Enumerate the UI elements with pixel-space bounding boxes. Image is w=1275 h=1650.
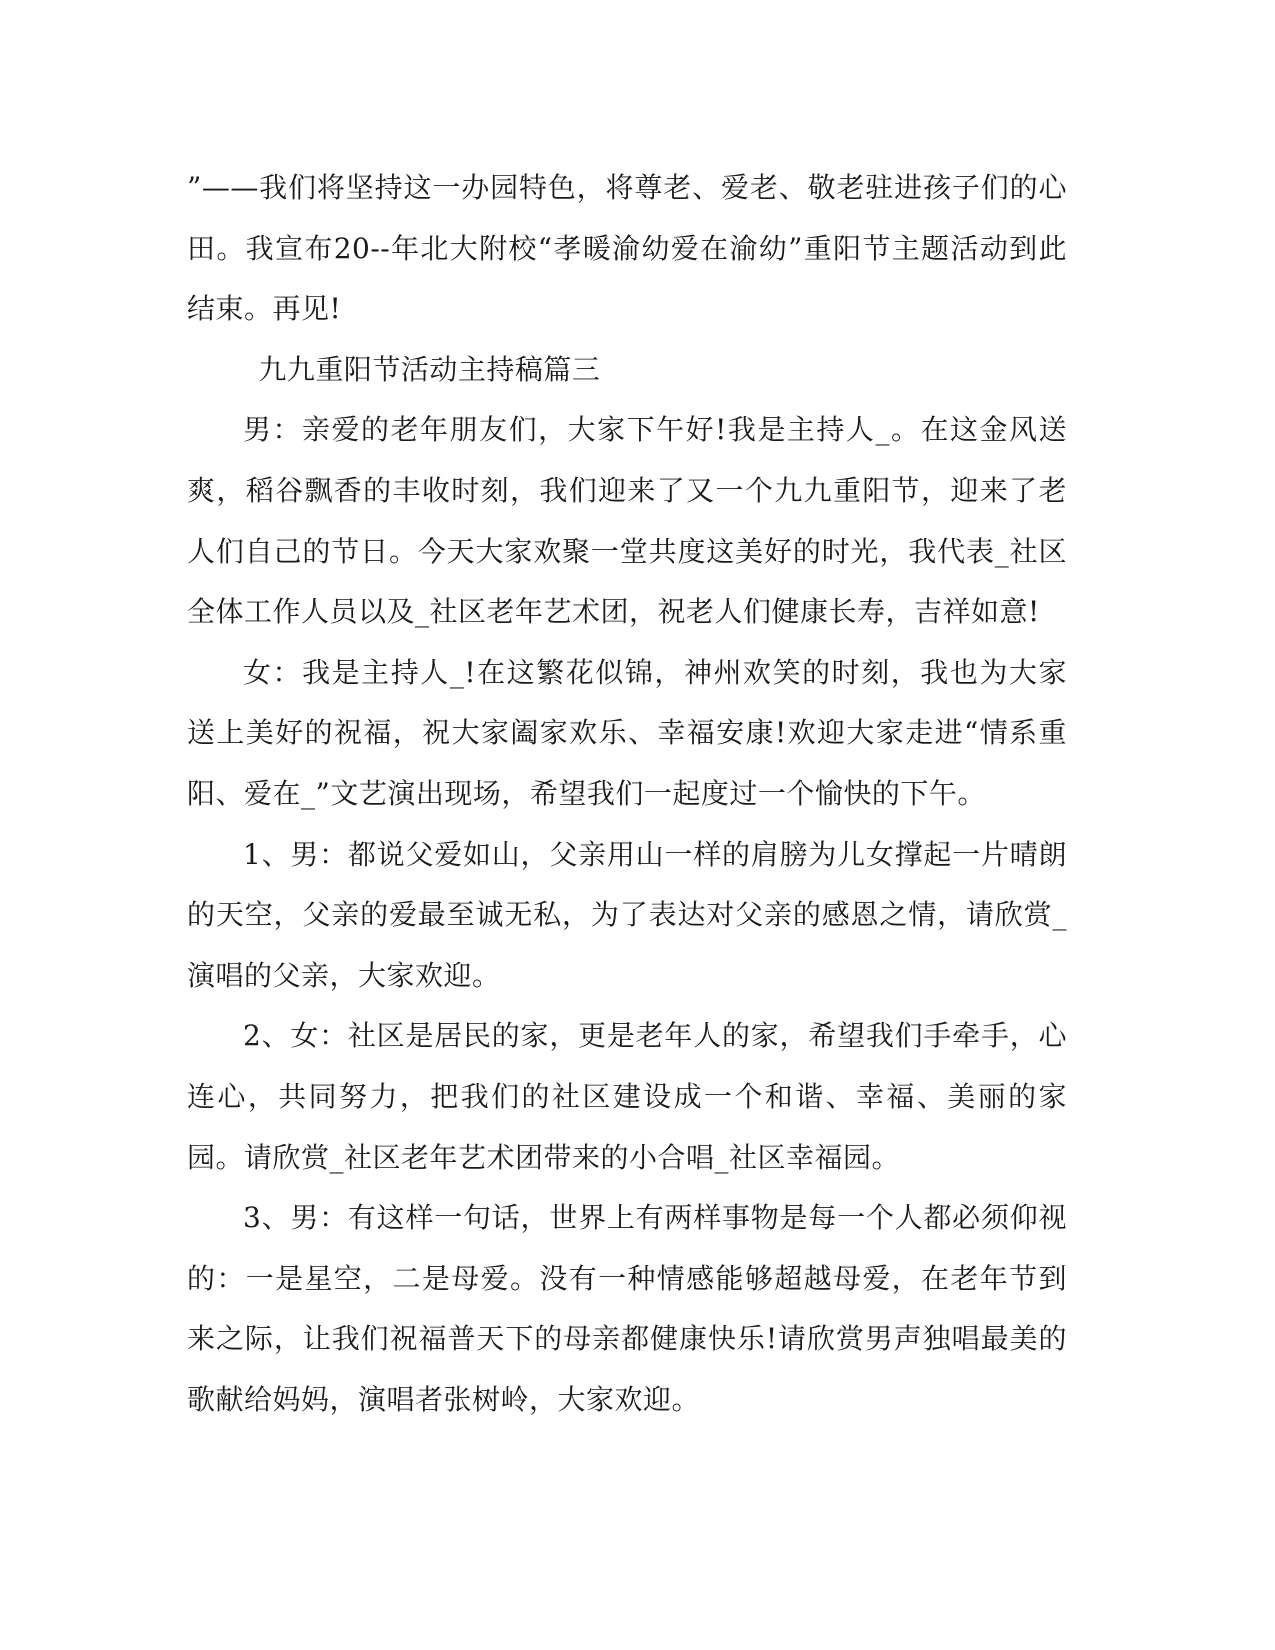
paragraph-male-host-opening: 男：亲爱的老年朋友们，大家下午好!我是主持人_。在这金风送爽，稻谷飘香的丰收时刻，我们迎来了又一个九九重阳节，迎来了老人们自己的节日。今天大家欢聚一堂共度这美好的时光，我代表_社区全体工作人员以及_社区老年艺术团，祝老人们健康长寿，吉祥如意!: [187, 413, 1067, 629]
section-heading: 九九重阳节活动主持稿篇三: [258, 352, 601, 386]
paragraph-female-host-opening: 女：我是主持人_!在这繁花似锦，神州欢笑的时刻，我也为大家送上美好的祝福，祝大家阖家欢乐、幸福安康!欢迎大家走进“情系重阳、爱在_”文艺演出现场，希望我们一起度过一个愉快的下午。: [187, 655, 1067, 810]
paragraph-item-2: 2、女：社区是居民的家，更是老年人的家，希望我们手牵手，心连心，共同努力，把我们的社区建设成一个和谐、幸福、美丽的家园。请欣赏_社区老年艺术团带来的小合唱_社区幸福园。: [187, 1019, 1067, 1174]
paragraph-item-1: 1、男：都说父爱如山，父亲用山一样的肩膀为儿女撑起一片晴朗的天空，父亲的爱最至诚无私，为了表达对父亲的感恩之情，请欣赏_演唱的父亲，大家欢迎。: [187, 837, 1067, 992]
document-body: [187, 158, 1067, 1430]
paragraph-closing: ”——我们将坚持这一办园特色，将尊老、爱老、敬老驻进孩子们的心田。我宣布20--年北大附校“孝暖渝幼爱在渝幼”重阳节主题活动到此结束。再见!: [187, 171, 1067, 326]
paragraph-item-3: 3、男：有这样一句话，世界上有两样事物是每一个人都必须仰视的：一是星空，二是母爱。没有一种情感能够超越母爱，在老年节到来之际，让我们祝福普天下的母亲都健康快乐!请欣赏男声独唱最美的歌献给妈妈，演唱者张树岭，大家欢迎。: [187, 1201, 1067, 1416]
